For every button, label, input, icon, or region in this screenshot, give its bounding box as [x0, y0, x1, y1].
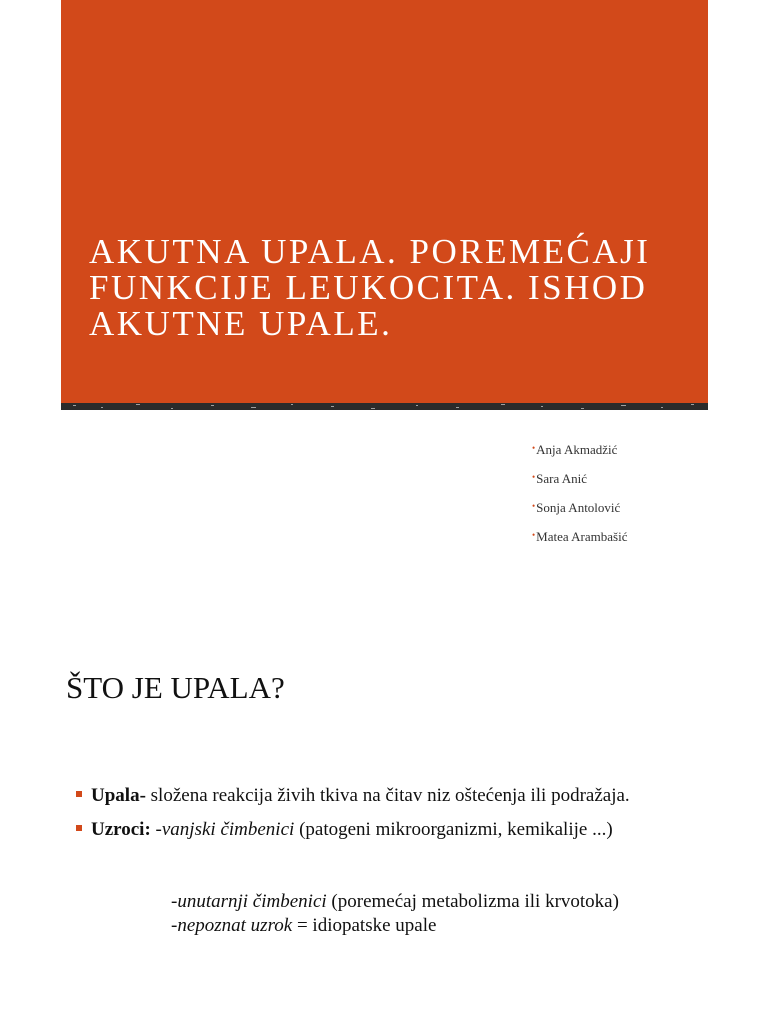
bullet-icon: •	[532, 443, 536, 453]
author-name: Anja Akmadžić	[536, 442, 618, 457]
cause-line-unknown	[171, 914, 619, 938]
term-label: Uzroci:	[91, 819, 151, 840]
dash-text: -	[171, 915, 178, 936]
cause-text: (poremećaj metabolizma ili krvotoka)	[326, 891, 619, 912]
dash-text: -	[171, 891, 178, 912]
italic-term: unutarnji čimbenici	[177, 891, 327, 912]
bullet-icon: •	[532, 530, 536, 540]
bullet-icon: •	[532, 501, 536, 511]
rough-edge-divider	[61, 402, 708, 412]
square-bullet-icon	[76, 825, 82, 831]
author-name: Sara Anić	[536, 471, 588, 486]
term-label: Upala-	[91, 785, 146, 806]
content-bullets	[72, 785, 712, 853]
title-banner	[61, 0, 708, 404]
square-bullet-icon	[76, 791, 82, 797]
author-item	[532, 442, 627, 471]
author-item	[532, 500, 627, 529]
author-name: Matea Arambašić	[536, 529, 628, 544]
cause-sublines	[171, 890, 619, 938]
author-item	[532, 471, 627, 500]
bullet-item-causes	[72, 819, 712, 841]
author-item	[532, 529, 627, 558]
cause-text: = idiopatske upale	[292, 915, 437, 936]
author-name: Sonja Antolović	[536, 500, 621, 515]
cause-text: (patogeni mikroorganizmi, kemikalije ...)	[294, 819, 613, 840]
definition-text: složena reakcija živih tkiva na čitav niz oštećenja ili podražaja.	[145, 785, 630, 806]
slide-title: AKUTNA UPALA. POREMEĆAJI FUNKCIJE LEUKOCITA. ISHOD AKUTNE UPALE.	[89, 232, 651, 343]
slide-heading: ŠTO JE UPALA?	[66, 670, 285, 705]
bullet-item-definition	[72, 785, 712, 807]
bullet-icon: •	[532, 472, 536, 482]
dash-text: -	[150, 819, 162, 840]
author-list	[532, 442, 627, 558]
italic-term: vanjski čimbenici	[161, 819, 295, 840]
cause-line-internal	[171, 890, 619, 914]
italic-term: nepoznat uzrok	[177, 915, 293, 936]
